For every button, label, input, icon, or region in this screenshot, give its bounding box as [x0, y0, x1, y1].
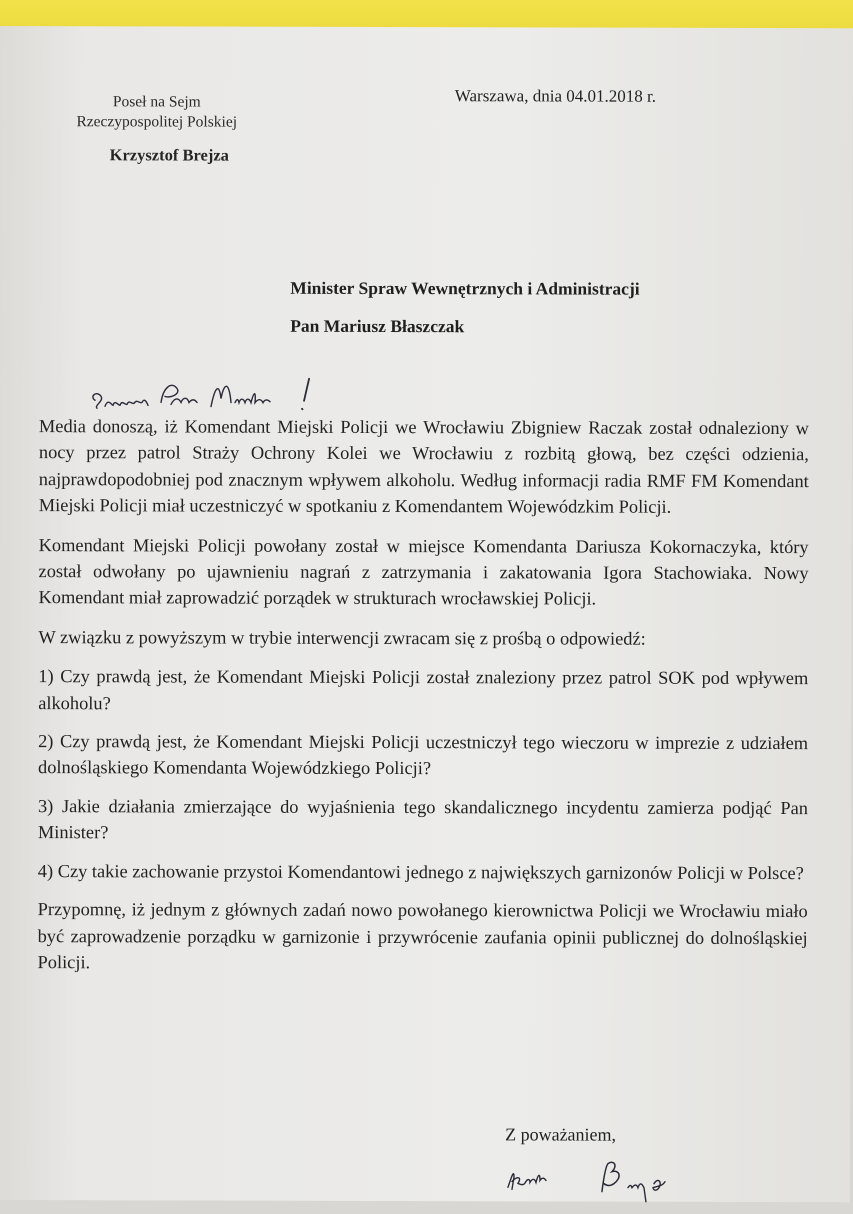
final-paragraph: Przypomnę, iż jednym z głównych zadań nowo powołanego kierownictwa Policji we Wrocławiu miało być zaprowadzenie porządku w garnizonie i przywrócenie zaufania opinii publicznej do dolnośląskiej Policji. [37, 899, 808, 973]
recipient-title: Minister Spraw Wewnętrznych i Administracji [290, 277, 640, 299]
sender-block [62, 92, 252, 132]
letter-body [37, 413, 809, 990]
sender-line-1: Poseł na Sejm [112, 93, 201, 111]
paragraph-1: Media donoszą, iż Komendant Miejski Policji we Wrocławiu Zbigniew Raczak został odnaleziony w nocy przez patrol Straży Ochrony Kolei we Wrocławiu z rozbitą głową, bez części odzienia, najprawdopodobniej pod znacznym wpływem alkoholu. Według informacji radia RMF FM Komendant Miejski Policji miał uczestniczyć w spotkaniu z Komendantem Wojewódzkim Policji. [38, 416, 809, 517]
paragraph-2: Komendant Miejski Policji powołany został w miejsce Komendanta Dariusza Kokornaczyka, który został odwołany po ujawnieniu nagrań z zatrzymania i zakatowania Igora Stachowiaka. Nowy Komendant miał zaprowadzić porządek w strukturach wrocławskiej Policji. [38, 534, 809, 610]
question-3: 3) Jakie działania zmierzające do wyjaśnienia tego skandalicznego incydentu zamierza podjąć Pan Minister? [37, 795, 808, 843]
sender-line-2: Rzeczypospolitej Polskiej [76, 113, 238, 131]
question-2: 2) Czy prawdą jest, że Komendant Miejski Policji uczestniczył tego wieczoru w imprezie z udziałem dolnośląskiego Komendanta Wojewódzkiego Policji? [38, 731, 809, 779]
paragraph-3: W związku z powyższym w trybie interwencji zwracam się z prośbą o odpowiedź: [38, 626, 646, 649]
question-4: 4) Czy takie zachowanie przystoi Komendantowi jednego z największych garnizonów Policji w Polsce? [37, 860, 804, 883]
closing: Z poważaniem, [505, 1124, 617, 1145]
recipient-name: Pan Mariusz Błaszczak [290, 315, 465, 337]
handwritten-signature [502, 1147, 712, 1214]
letter-page [0, 26, 853, 1202]
recipient-block [290, 269, 640, 346]
sender-name: Krzysztof Brejza [109, 145, 229, 165]
question-1: 1) Czy prawdą jest, że Komendant Miejski Policji został znaleziony przez patrol SOK pod wpływem alkoholu? [38, 666, 809, 713]
place-date: Warszawa, dnia 04.01.2018 r. [454, 86, 657, 106]
